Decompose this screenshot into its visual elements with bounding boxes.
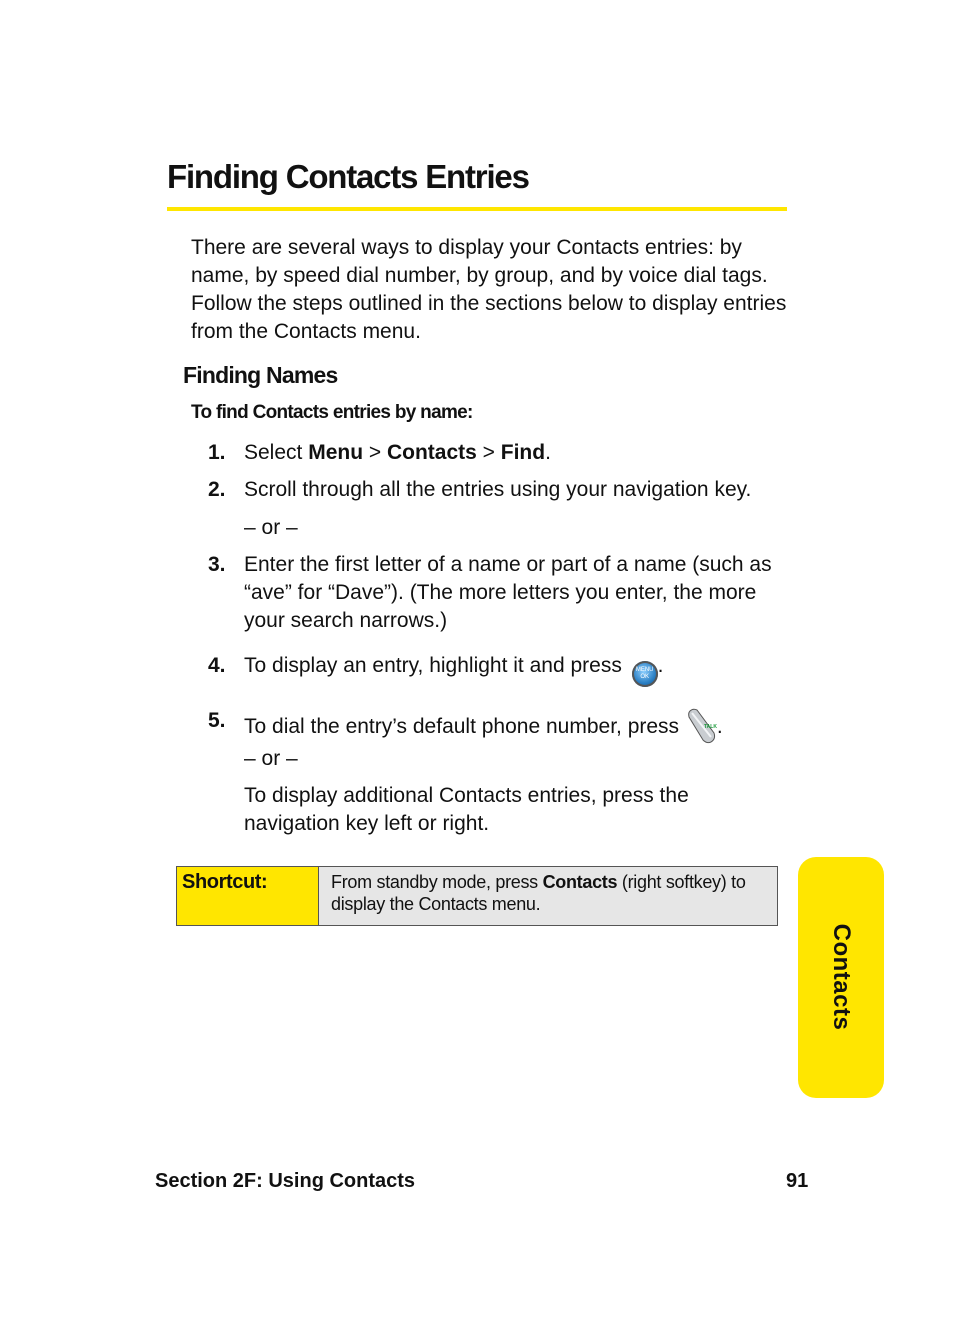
step-number: 3.	[208, 553, 226, 576]
menu-ok-key-icon: MENU OK	[632, 661, 658, 687]
step-text: Enter the first letter of a name or part of a name (such as “ave” for “Dave”). (The more letters you enter, the more your search narrows.)	[244, 553, 772, 632]
shortcut-box	[176, 866, 778, 926]
or-separator: – or –	[244, 516, 298, 539]
step-text: Select Menu > Contacts > Find.	[244, 441, 551, 464]
intro-paragraph: There are several ways to display your Contacts entries: by name, by speed dial number, by group, and by voice dial tags. Follow the steps outlined in the sections below to display entries from the Contacts menu.	[191, 236, 787, 343]
step-number: 4.	[208, 654, 226, 677]
shortcut-text: From standby mode, press Contacts (right softkey) to display the Contacts menu.	[319, 867, 777, 925]
menu-keyword: Menu	[308, 441, 364, 464]
shortcut-label: Shortcut:	[177, 867, 319, 925]
section-heading: Finding Names	[183, 362, 338, 388]
find-keyword: Find	[500, 441, 546, 464]
svg-text:TALK: TALK	[703, 724, 717, 730]
step-text: To display an entry, highlight it and press MENU OK .	[244, 652, 784, 687]
step-text: To dial the entry’s default phone number, press TALK .	[244, 707, 784, 745]
page-number: 91	[786, 1170, 809, 1192]
talk-key-icon	[687, 707, 717, 745]
or-separator: – or –	[244, 747, 298, 770]
title-underline	[167, 207, 787, 211]
contacts-keyword: Contacts	[386, 441, 477, 464]
step-number: 2.	[208, 478, 226, 501]
page-title: Finding Contacts Entries	[167, 158, 529, 195]
footer-section-title: Section 2F: Using Contacts	[155, 1170, 416, 1192]
procedure-lead-in: To find Contacts entries by name:	[191, 402, 473, 423]
step-text: Scroll through all the entries using your navigation key.	[244, 478, 752, 501]
step-number: 1.	[208, 441, 226, 464]
step-number: 5.	[208, 709, 226, 732]
side-tab-label: Contacts	[828, 923, 855, 1031]
additional-entries-text: To display additional Contacts entries, press the navigation key left or right.	[244, 784, 689, 835]
contacts-softkey-keyword: Contacts	[542, 872, 618, 892]
